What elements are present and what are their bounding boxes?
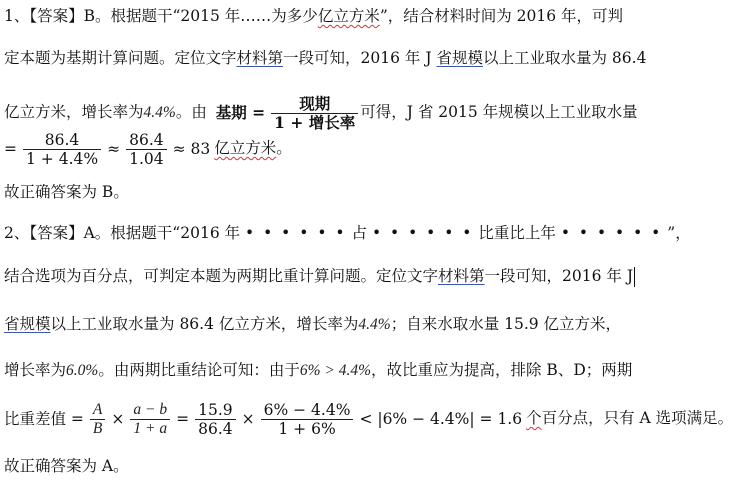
fraction-denominator: 86.4: [195, 419, 236, 438]
q2-text: 2、【答案】A。根据题干“2016 年: [4, 224, 241, 242]
text-cursor: [634, 267, 635, 287]
q1-line-4: [4, 128, 292, 169]
q2-conclusion: [4, 456, 129, 476]
q2-text: 增长率为: [4, 361, 67, 379]
q2-line-1: [4, 223, 691, 243]
q1-material-underlined: 材料第: [236, 49, 284, 67]
q1-unit-underlined: 亿立方米: [317, 7, 380, 25]
formula-denominator: 1 + 增长率: [271, 113, 358, 132]
q1-text: 亿立方米，增长率为: [4, 103, 144, 121]
fraction-numerator: 6% − 4.4%: [263, 400, 351, 419]
fraction-numerator: 86.4: [129, 130, 164, 149]
fraction-A-B: [90, 401, 105, 438]
q1-growth-rate: 4.4%: [143, 104, 176, 121]
formula-numerator: 现期: [299, 93, 331, 113]
fraction-numerator: A: [92, 400, 103, 418]
q2-scale-underlined: 省规模: [4, 315, 51, 333]
q2-text: 结合选项为百分点，可判定本题为两期比重计算问题。定位文字: [4, 267, 439, 285]
q2-line-3: [4, 314, 621, 335]
q1-text: 。: [276, 139, 292, 157]
fraction-numerator: a − b: [133, 400, 168, 418]
q2-answer-text: 故正确答案为 A。: [4, 457, 129, 475]
q1-text: 以上工业取水量为 86.4: [483, 49, 647, 67]
base-period-label: 基期 =: [215, 103, 266, 122]
inequality-result: < |6% − 4.4%| = 1.6: [359, 410, 523, 428]
q2-text: 一段可知，2016 年 J: [484, 267, 634, 285]
q2-dots: • • • • • •: [371, 224, 474, 242]
q1-text: 一段可知，2016 年 J: [283, 49, 437, 67]
q1-text: 1、【答案】B。根据题干“2015 年……为多少: [4, 7, 318, 25]
q2-growth-rate-2: 6.0%: [66, 362, 99, 379]
equals-sign: =: [176, 410, 190, 428]
approx-sign: ≈: [107, 140, 121, 158]
q2-dots: • • • • • •: [245, 224, 347, 242]
q2-text: 。由两期比重结论可知：由于: [98, 361, 300, 379]
q1-line-2: [4, 48, 646, 68]
fraction-denominator: 1.04: [126, 149, 167, 168]
q1-conclusion: [4, 182, 129, 202]
q2-line-4: [4, 360, 632, 381]
fraction-rates: [261, 401, 354, 438]
base-period-formula: [271, 95, 358, 132]
q1-result-unit: 亿立方米: [214, 139, 277, 157]
q2-text: 占: [351, 224, 367, 242]
q2-text: ”，: [667, 224, 691, 242]
q2-line-5: [4, 396, 733, 441]
equals-sign: =: [4, 140, 17, 158]
q2-text: ；自来水取水量 15.9 亿立方米，: [390, 315, 622, 333]
fraction-values: [195, 401, 236, 438]
times-sign: ×: [111, 410, 125, 428]
q2-line-2: [4, 266, 635, 287]
fraction-a-b: [130, 401, 170, 438]
fraction-numerator: 86.4: [44, 130, 80, 149]
fraction-1: [23, 131, 101, 168]
q2-comparison: 6% > 4.4%: [299, 362, 371, 379]
times-sign: ×: [241, 410, 255, 428]
q1-text: 定本题为基期计算问题。定位文字: [4, 49, 237, 67]
fraction-2: [126, 131, 167, 168]
q2-growth-rate-1: 4.4%: [358, 316, 391, 333]
fraction-numerator: 15.9: [198, 400, 233, 419]
q2-material-underlined: 材料第: [438, 267, 485, 285]
fraction-denominator: 1 + 6%: [261, 419, 354, 438]
diff-label: 比重差值 =: [4, 410, 84, 428]
q2-dots: • • • • • •: [560, 224, 663, 242]
fraction-denominator: 1 + 4.4%: [23, 149, 101, 168]
q1-line-3: [4, 92, 638, 133]
fraction-denominator: B: [90, 419, 105, 438]
approx-result: ≈ 83: [172, 140, 211, 158]
q1-text: ”，结合材料时间为 2016 年，可判: [379, 7, 624, 25]
q2-text: 百分点，只有 A 选项满足。: [541, 409, 733, 427]
q1-text: 。由: [175, 103, 207, 121]
q1-text: 可得，J 省 2015 年规模以上工业取水量: [360, 103, 638, 121]
q1-answer-text: 故正确答案为 B。: [4, 183, 129, 201]
q2-unit-underlined: 个: [526, 409, 542, 427]
fraction-denominator: 1 + a: [130, 419, 170, 438]
q2-text: 以上工业取水量为 86.4 亿立方米，增长率为: [50, 315, 359, 333]
q1-scale-underlined: 省规模: [436, 49, 483, 67]
q2-text: ，故比重应为提高，排除 B、D；两期: [371, 361, 633, 379]
q1-line-1: [4, 6, 623, 26]
q2-text: 比重比上年: [478, 224, 556, 242]
